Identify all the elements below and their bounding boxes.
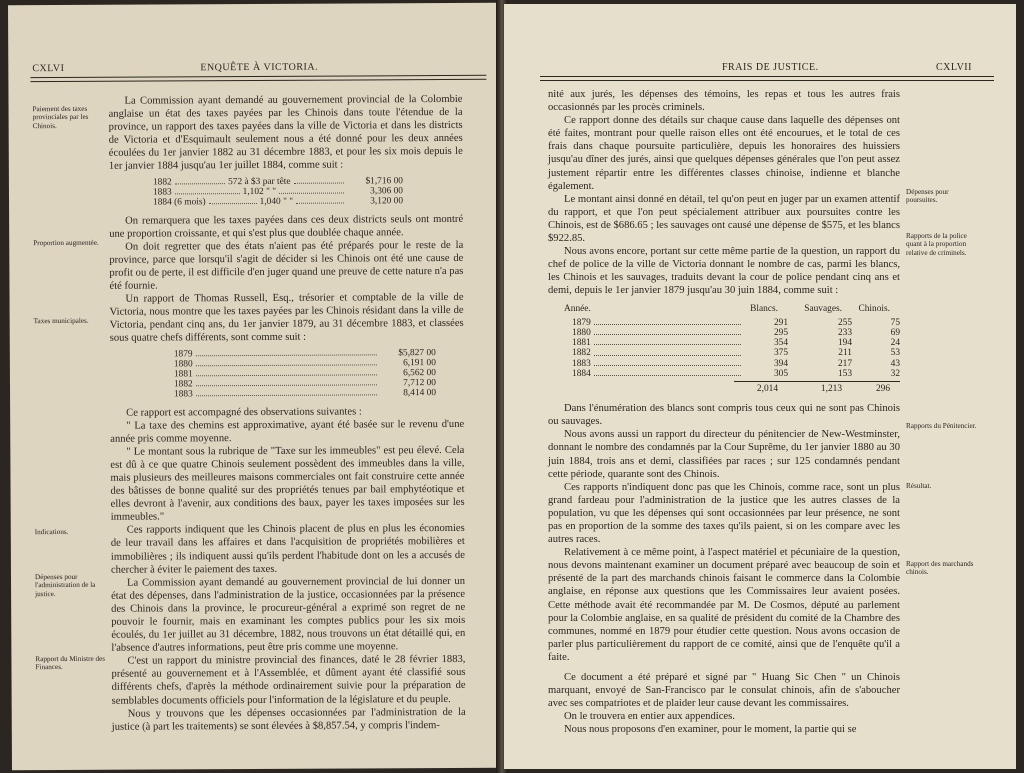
paragraph: Ce rapport est accompagné des observations suivantes :	[126, 405, 362, 419]
police-court-table	[548, 304, 900, 395]
right-page	[504, 4, 1016, 769]
paragraph: " Le montant sous la rubrique de "Taxe sur les immeubles" est peu élevé. Cela est dû à ce que quatre Chinois seulement possèdent des immeubles dans la ville, mais plusieurs des meilleures maisons commerciales ont fait construire cette année des bâtisses de bonne qualité sur des propriétés tenues par bail emphytéotique et elles devront à l'avenir, aux conditions des baux, payer les taxes imposées sur les immeubles."	[110, 444, 465, 524]
sidenote: Taxes municipales.	[33, 316, 89, 326]
table-row: 1881 6,562 00	[173, 367, 436, 379]
paragraph: Ce rapport donne des détails sur chaque cause dans laquelle des dépenses ont été faites, montrant pour quelle raison elles ont été encourues, et le total de ces frais dans chaque poursuite particulière, depuis les honoraires des huissiers jusqu'au dîner des jurés, ainsi que quelques dépenses générales que l'on peut assez justement répartir entre les différentes classes chinoise, indienne et blanche également.	[548, 115, 900, 192]
sidenote: Proportion augmentée.	[33, 238, 99, 248]
page-number: CXLVII	[936, 62, 972, 73]
sidenote: Rapports du Pénitencier.	[906, 422, 977, 430]
right-body	[548, 88, 900, 736]
table-row: 1880 6,191 00	[173, 357, 436, 369]
paragraph: Ce document a été préparé et signé par " Huang Sic Chen " un Chinois marquant, envoyé de San-Francisco par le consulat chinois, afin de s'aboucher avec ses compatriotes et de plaider leur cause devant les commissaires.	[548, 672, 900, 710]
running-header: FRAIS DE JUSTICE.	[722, 62, 819, 73]
paragraph: On doit regretter que des états n'aient pas été préparés pour le reste de la province, parce que lorsqu'il s'agit de décider si les Chinois ont été une cause de profit ou de perte, il est difficile d'en juger quand une preuve de cette nature n'a pas été fournie.	[109, 239, 464, 292]
paragraph: Le montant ainsi donné en détail, tel qu'on peut en juger par un examen attentif du rapport, et que l'on peut spécialement attribuer aux poursuites contre les Chinois, est de $686.65 ; les sauvages ont causé une dépense de $575, et les blancs $922.85.	[548, 193, 900, 245]
sidenote: Résultat.	[906, 482, 932, 490]
municipal-tax-table	[174, 348, 436, 399]
sidenote: Rapports de la police quant à la proportion relative de criminels.	[906, 232, 967, 257]
table-row: 1879 $5,827 00	[173, 347, 436, 359]
table-row: 1882 572 à $3 par tête $1,716 00	[152, 175, 403, 188]
table-row: 1883 394 217 43	[572, 358, 900, 369]
paragraph: Relativement à ce même point, à l'aspect matériel et pécuniaire de la question, nous devons maintenant examiner un document préparé avec beaucoup de soin et présenté de la part des marchands chinois faisant le commerce dans la Colombie anglaise, en réponse aux questions que les Commissaires leur avaient posées. Cette méthode avait été recommandée par M. De Cosmos, député au parlement pour la Colombie anglaise, en sa qualité de président du comité de la Chambre des communes, nommé en 1879 pour étudier cette question. Nous avons occasion de parler plus particulièrement du rapport de ce comité, ainsi que de l'enquête qu'il a faite.	[548, 547, 900, 663]
paragraph: C'est un rapport du ministre provincial des finances, daté le 28 février 1883, présenté au gouvernement et à l'Assemblée, et dûment ayant été classifié sous différents chefs, d'après la méthode ordinairement suivie pour la préparation de semblables documents officiels pour l'information de la législature et du peuple.	[111, 654, 466, 707]
left-page	[8, 3, 500, 771]
table-row: 1884 (6 mois) 1,040 " " 3,120 00	[153, 195, 404, 208]
sidenote: Rapport des marchands chinois.	[906, 560, 974, 577]
paragraph: " La taxe des chemins est approximative, ayant été basée sur le revenu d'une année pris comme moyenne.	[110, 418, 465, 445]
left-body	[108, 93, 465, 734]
paragraph: nité aux jurés, les dépenses des témoins, les repas et tous les autres frais occasionnés par les procès criminels.	[548, 89, 900, 114]
paragraph: On le trouvera en entier aux appendices.	[564, 711, 735, 723]
table-row: 1882 7,712 00	[173, 377, 437, 389]
table-row: 1883 1,102 " " 3,306 00	[152, 185, 404, 198]
paragraph: Nous nous proposons d'en examiner, pour le moment, la partie qui se	[564, 724, 857, 736]
paragraph: La Commission ayant demandé au gouvernement provincial de lui donner un état des dépenses, dans l'administration de la justice, occasionnées par la présence des Chinois dans la province, le procureur-général a exprimé son regret de ne pouvoir le fournir, mais en examinant les comptes publics pour les six mois écoulés, du 1er juillet au 31 décembre, 1882, nous trouvons un état détaillé qui, en l'absence d'autres informations, peut être pris comme une moyenne.	[111, 575, 466, 654]
paragraph: Ces rapports indiquent que les Chinois placent de plus en plus les économies de leur travail dans les affaires et dans l'acquisition de propriétés mobilières et immobilières ; ils indiquent aussi qu'ils perdent l'habitude dont on les a accusés de chercher à éviter le paiement des taxes.	[110, 523, 465, 576]
running-header: ENQUÊTE À VICTORIA.	[200, 61, 319, 74]
table-row: 1883 8,414 00	[174, 387, 437, 399]
page-number: CXLVI	[32, 62, 65, 75]
paragraph: Un rapport de Thomas Russell, Esq., trésorier et comptable de la ville de Victoria, nous montre que les taxes payées par les Chinois résidant dans la ville de Victoria, pendant cinq ans, du 1er janvier 1879, au 31 décembre 1883, et classées sous quatre chefs différents, sont comme suit :	[109, 292, 464, 345]
paragraph: Ces rapports n'indiquent donc pas que les Chinois, comme race, sont un plus grand fardeau pour l'administration de la justice que les autres classes de la population, vu que les dépenses qui sont occasionnées par leur présence, ne sont pas en proportion de la somme des taxes qu'ils paient, si on les compare avec les autres races.	[548, 481, 900, 546]
paragraph: Nous avons encore, portant sur cette même partie de la question, un rapport du chef de police de la ville de Victoria donnant le nombre de cas, parmi les blancs, les Chinois et les sauvages, traduits devant la cour de police pendant cinq ans et demi, depuis le 1er janvier 1879 jusqu'au 30 juin 1884, comme suit :	[548, 246, 900, 297]
paragraph: On remarquera que les taxes payées dans ces deux districts seuls ont montré une proportion croissante, et qui s'est plus que doublée chaque année.	[109, 213, 464, 240]
table-total-row: 2,014 1,213 296	[734, 381, 900, 394]
table-row: 1884 305 153 32	[572, 368, 900, 379]
table-row: 1882 375 211 53	[572, 348, 900, 359]
sidenote: Dépenses pour l'administration de la justice.	[34, 572, 96, 598]
paragraph: Nous y trouvons que les dépenses occasionnées par l'administration de la justice (à part les traitements) se sont élevées à $8,857.54, y compris l'indem-	[111, 706, 466, 733]
table-row: 1881 354 194 24	[572, 338, 900, 349]
sidenote: Indications.	[34, 527, 69, 537]
header-rule	[540, 76, 994, 81]
sidenote: Rapport du Ministre des Finances.	[35, 654, 106, 672]
table-row: 1880 295 233 69	[572, 327, 900, 338]
table-header: Année. Blancs. Sauvages. Chinois.	[564, 303, 890, 314]
header-rule	[30, 75, 486, 82]
paragraph: Dans l'énumération des blancs sont compris tous ceux qui ne sont pas Chinois ou sauvages.	[548, 403, 900, 428]
sidenote: Paiement des taxes provinciales par les Chinois.	[32, 104, 89, 130]
sidenote: Dépenses pour poursuites.	[906, 188, 949, 205]
paragraph: La Commission ayant demandé au gouvernement provincial de la Colombie anglaise un état des taxes payées par les Chinois dans toute l'étendue de la province, un rapport des taxes payées dans la ville de Victoria et dans les districts de Victoria et d'Esquimault seulement nous a été donné pour les deux années écoulées du 1er janvier 1882 au 31 décembre 1883, et pour les six mois depuis le 1er janvier 1884 jusqu'au 1er juillet 1884, comme suit :	[108, 93, 463, 173]
paragraph: Nous avons aussi un rapport du directeur du pénitencier de New-Westminster, donnant le nombre des condamnés par la Cour Suprême, du 1er janvier 1880 au 30 juin 1884, trois ans et demi, classifiées par races ; sur 125 condamnés pendant cette période, quarante sont des Chinois.	[548, 429, 900, 480]
table-row: 1879 291 255 75	[572, 317, 900, 328]
provincial-tax-table	[153, 176, 403, 207]
